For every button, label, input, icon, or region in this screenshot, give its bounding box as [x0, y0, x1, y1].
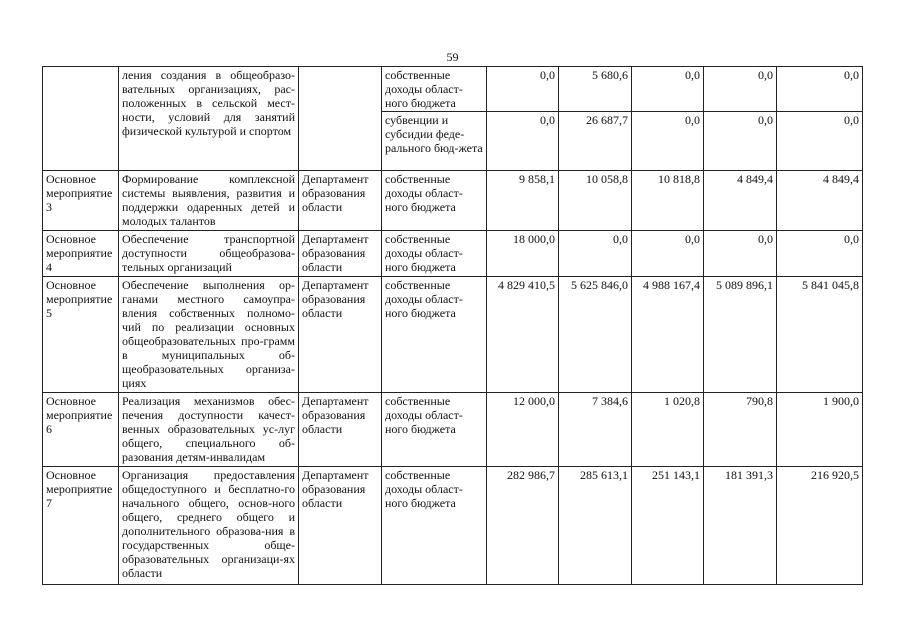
value-cell: 0,0 — [559, 231, 632, 277]
table-row — [43, 231, 863, 277]
executor: Департамент образования области — [299, 277, 382, 393]
value-cell: 0,0 — [704, 231, 777, 277]
value-cell: 5 841 045,8 — [777, 277, 863, 393]
budget-table — [42, 66, 863, 585]
value-cell: 0,0 — [777, 231, 863, 277]
activity-name: Организация предоставления общедоступного и бесплатно-го начального общего, основ-ного общего, среднего общего и дополнительного образова-ния в государственных обще-образовательных организаци-ях области — [119, 467, 299, 585]
value-cell: 12 000,0 — [487, 393, 559, 467]
value-cell: 790,8 — [704, 393, 777, 467]
table-row — [43, 393, 863, 467]
executor: Департамент образования области — [299, 231, 382, 277]
value-cell: 7 384,6 — [559, 393, 632, 467]
activity-name: Реализация механизмов обес-печения доступности качест-венных образовательных ус-луг общего, специального об-разования детям-инвалидам — [119, 393, 299, 467]
activity-name: Обеспечение транспортной доступности общеобразова-тельных организаций — [119, 231, 299, 277]
activity-code: Основное мероприятие 5 — [43, 277, 119, 393]
executor — [299, 67, 382, 171]
funding-source: собственные доходы област-ного бюджета — [382, 393, 487, 467]
value-cell: 4 849,4 — [704, 171, 777, 231]
value-cell: 282 986,7 — [487, 467, 559, 585]
funding-source: собственные доходы област-ного бюджета — [382, 467, 487, 585]
table-row — [43, 171, 863, 231]
value-cell: 0,0 — [632, 67, 704, 112]
value-cell: 0,0 — [704, 112, 777, 171]
activity-name: Формирование комплексной системы выявления, развития и поддержки одаренных детей и молодых талантов — [119, 171, 299, 231]
value-cell: 9 858,1 — [487, 171, 559, 231]
executor: Департамент образования области — [299, 171, 382, 231]
value-cell: 4 988 167,4 — [632, 277, 704, 393]
value-cell: 26 687,7 — [559, 112, 632, 171]
value-cell: 5 625 846,0 — [559, 277, 632, 393]
value-cell: 1 020,8 — [632, 393, 704, 467]
value-cell: 10 818,8 — [632, 171, 704, 231]
executor: Департамент образования области — [299, 467, 382, 585]
executor: Департамент образования области — [299, 393, 382, 467]
value-cell: 0,0 — [632, 112, 704, 171]
value-cell: 5 089 896,1 — [704, 277, 777, 393]
value-cell: 18 000,0 — [487, 231, 559, 277]
activity-code — [43, 67, 119, 171]
value-cell: 0,0 — [487, 67, 559, 112]
value-cell: 216 920,5 — [777, 467, 863, 585]
value-cell: 0,0 — [632, 231, 704, 277]
value-cell: 0,0 — [777, 112, 863, 171]
activity-name: Обеспечение выполнения ор-ганами местного самоупра-вления собственных полномо-чий по реализации основных общеобразовательных про-грамм в муниципальных об-щеобразовательных организа-циях — [119, 277, 299, 393]
table-row — [43, 277, 863, 393]
page-number: 59 — [446, 50, 459, 64]
activity-code: Основное мероприятие 3 — [43, 171, 119, 231]
value-cell: 181 391,3 — [704, 467, 777, 585]
funding-source: собственные доходы област-ного бюджета — [382, 277, 487, 393]
value-cell: 4 829 410,5 — [487, 277, 559, 393]
value-cell: 5 680,6 — [559, 67, 632, 112]
funding-source: собственные доходы област-ного бюджета — [382, 67, 487, 112]
value-cell: 0,0 — [777, 67, 863, 112]
value-cell: 285 613,1 — [559, 467, 632, 585]
table-row — [43, 67, 863, 112]
table-row — [43, 467, 863, 585]
funding-source: субвенции и субсидии феде-рального бюд-жета — [382, 112, 487, 171]
value-cell: 4 849,4 — [777, 171, 863, 231]
funding-source: собственные доходы област-ного бюджета — [382, 231, 487, 277]
funding-source: собственные доходы област-ного бюджета — [382, 171, 487, 231]
activity-code: Основное мероприятие 7 — [43, 467, 119, 585]
value-cell: 251 143,1 — [632, 467, 704, 585]
value-cell: 0,0 — [704, 67, 777, 112]
value-cell: 0,0 — [487, 112, 559, 171]
activity-code: Основное мероприятие 4 — [43, 231, 119, 277]
activity-name: ления создания в общеобразо-вательных организациях, рас-положенных в сельской мест-ности, условий для занятий физической культурой и спортом — [119, 67, 299, 171]
activity-code: Основное мероприятие 6 — [43, 393, 119, 467]
value-cell: 10 058,8 — [559, 171, 632, 231]
value-cell: 1 900,0 — [777, 393, 863, 467]
